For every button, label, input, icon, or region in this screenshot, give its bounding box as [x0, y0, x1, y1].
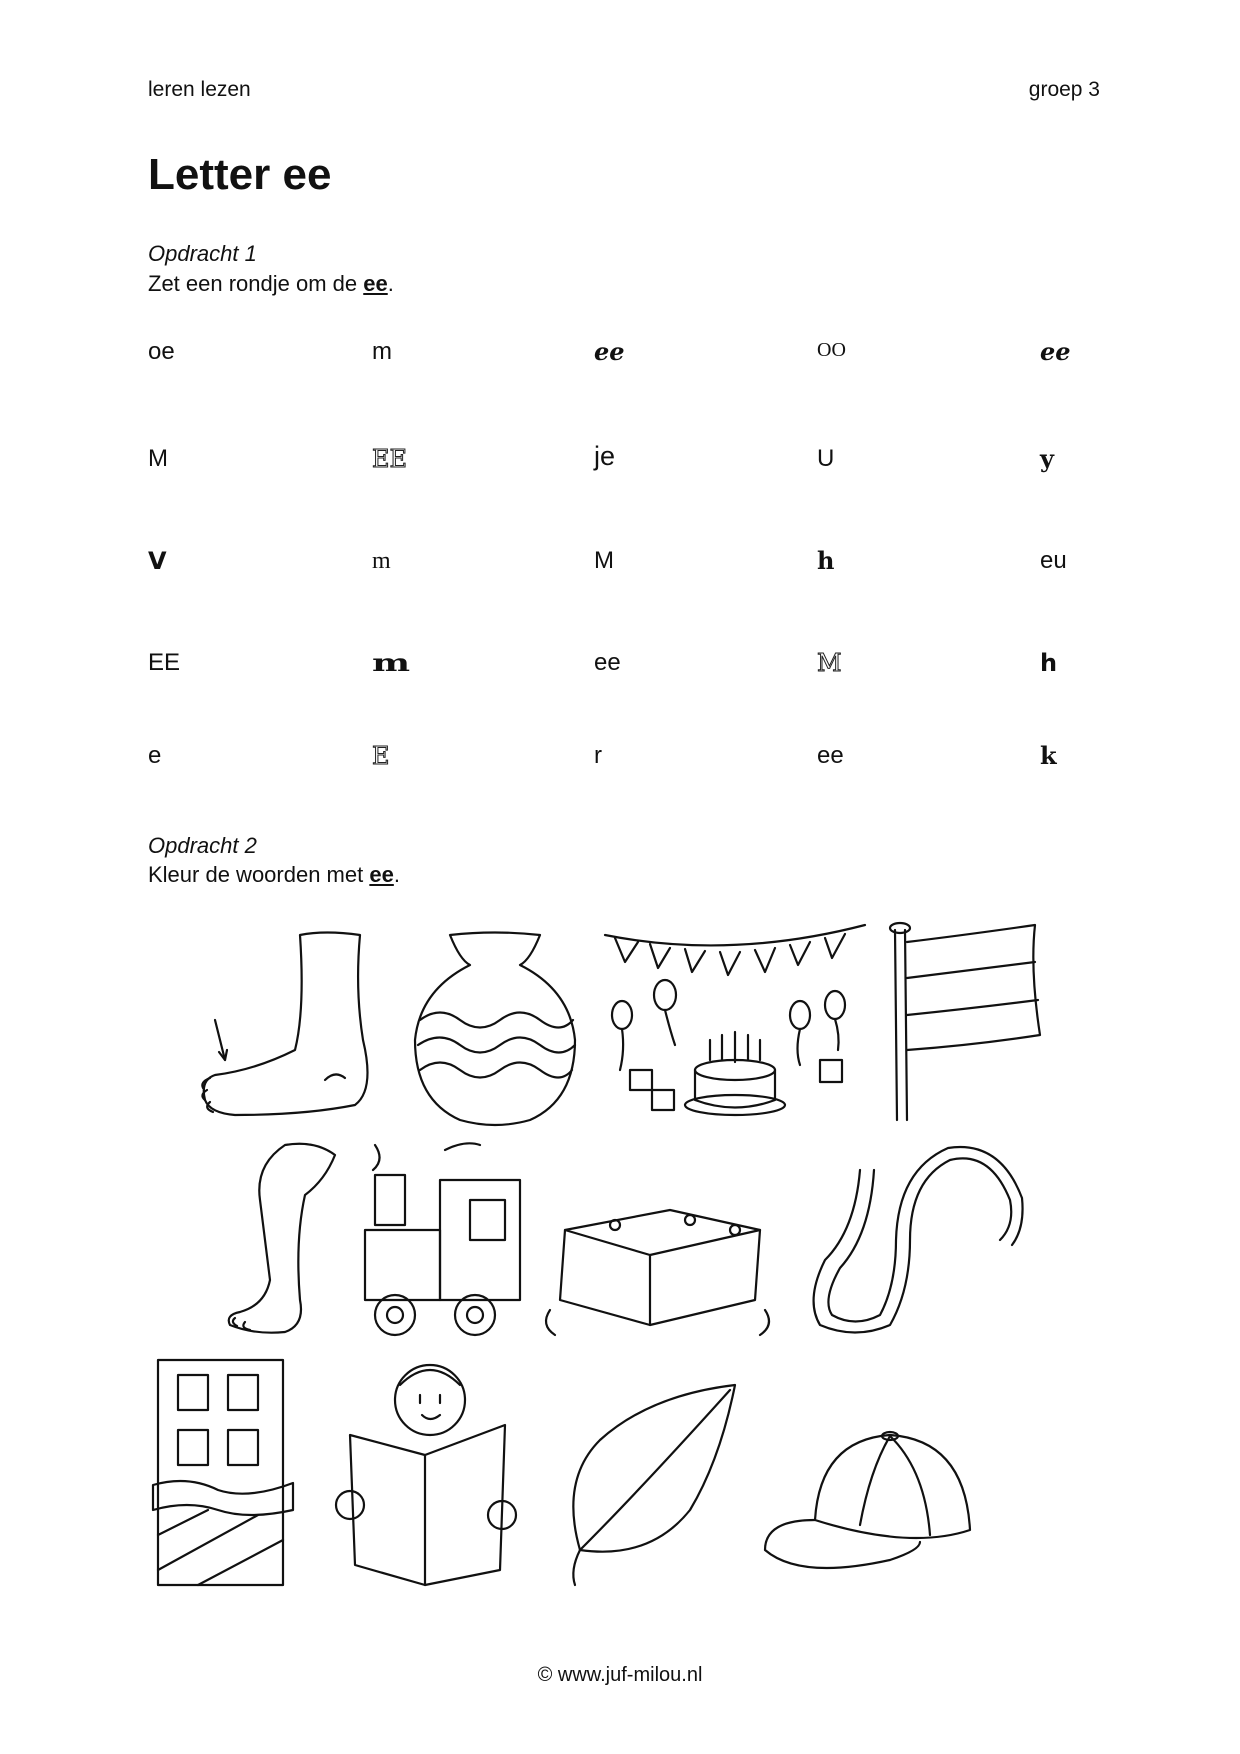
- grid-cell-1-4[interactable]: OO: [817, 339, 846, 361]
- grid-cell-4-5[interactable]: h: [1040, 649, 1058, 677]
- grid-cell-5-3[interactable]: r: [594, 742, 602, 769]
- train-image[interactable]: [355, 1140, 530, 1340]
- leg-image[interactable]: [225, 1140, 345, 1340]
- header-left: leren lezen: [148, 78, 251, 101]
- grid-cell-1-5[interactable]: ee: [1040, 337, 1071, 366]
- leaf-image[interactable]: [560, 1380, 740, 1590]
- grid-cell-5-2[interactable]: E: [372, 742, 390, 770]
- opdracht2-instruction: Kleur de woorden met ee.: [148, 862, 400, 887]
- grid-cell-3-1[interactable]: V: [148, 547, 167, 575]
- opdracht2-label: Opdracht 2: [148, 833, 257, 858]
- foot-image[interactable]: [195, 930, 385, 1125]
- grid-cell-2-2[interactable]: EE: [372, 445, 408, 473]
- grid-cell-4-4[interactable]: M: [817, 649, 842, 677]
- opdracht1-instruction: Zet een rondje om de ee.: [148, 271, 394, 296]
- opdracht1-label: Opdracht 1: [148, 241, 257, 266]
- grid-cell-3-3[interactable]: M: [594, 547, 614, 574]
- grid-cell-1-1[interactable]: oe: [148, 338, 175, 365]
- grid-cell-2-4[interactable]: U: [817, 445, 835, 472]
- grid-cell-2-5[interactable]: y: [1040, 444, 1054, 473]
- party-image[interactable]: [600, 920, 870, 1120]
- sponge-image[interactable]: [540, 1200, 780, 1350]
- newspaper-reader-image[interactable]: [320, 1355, 525, 1590]
- grid-cell-3-5[interactable]: eu: [1040, 547, 1067, 574]
- grid-cell-5-5[interactable]: k: [1040, 741, 1057, 770]
- cap-image[interactable]: [760, 1430, 975, 1590]
- grid-cell-3-2[interactable]: m: [372, 548, 391, 574]
- page-title: Letter ee: [148, 150, 332, 199]
- footer-copyright: © www.juf-milou.nl: [537, 1664, 703, 1686]
- rope-image[interactable]: [800, 1140, 1020, 1340]
- grid-cell-1-3[interactable]: ee: [594, 337, 625, 366]
- flag-image[interactable]: [885, 920, 1050, 1125]
- vase-image[interactable]: [410, 930, 580, 1130]
- grid-cell-5-1[interactable]: e: [148, 742, 162, 769]
- grid-cell-3-4[interactable]: h: [817, 546, 835, 575]
- header-right: groep 3: [1028, 78, 1100, 101]
- grid-cell-1-2[interactable]: m: [372, 338, 392, 365]
- chocolate-image[interactable]: [148, 1355, 298, 1590]
- grid-cell-5-4[interactable]: ee: [817, 742, 844, 769]
- grid-cell-4-2[interactable]: m: [372, 648, 411, 677]
- grid-cell-4-1[interactable]: EE: [148, 649, 181, 676]
- grid-cell-2-3[interactable]: je: [594, 441, 616, 471]
- grid-cell-4-3[interactable]: ee: [594, 649, 621, 676]
- grid-cell-2-1[interactable]: M: [148, 445, 168, 472]
